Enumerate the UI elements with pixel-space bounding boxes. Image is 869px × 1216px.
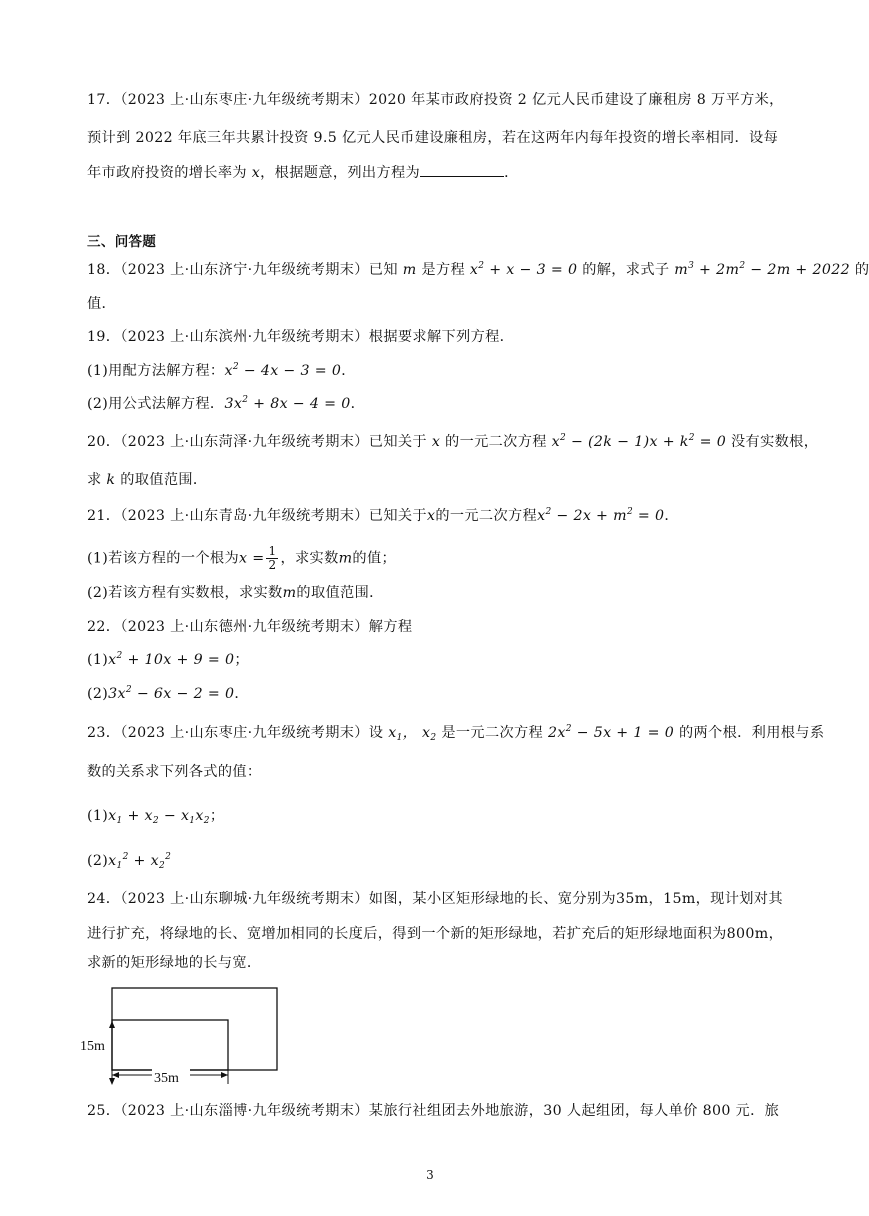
q19-part-1 (87, 361, 356, 381)
q19-equation-1: $x^2 - 4x - 3 = 0$ (224, 362, 342, 379)
q19-text: ． (341, 363, 356, 379)
fraction-denominator: 2 (268, 558, 277, 572)
q19-part-2 (87, 394, 365, 414)
q22-equation-1: $x^2 + 10x + 9 = 0$ (108, 651, 235, 668)
q20-text: 20．（2023 上·山东菏泽·九年级统考期末）已知关于 (87, 434, 432, 450)
q18-text: 18．（2023 上·山东济宁·九年级统考期末）已知 (87, 262, 403, 278)
q18-variable: m (402, 262, 417, 278)
q20-text: 的取值范围． (115, 472, 208, 488)
q21-text: (2)若该方程有实数根，求实数 (87, 585, 283, 601)
q23-text: 的两个根．利用根与系 (674, 725, 825, 741)
q18-text: 是方程 (416, 262, 470, 278)
q24-text: ，现计划对其 (695, 891, 783, 907)
q23-expression-1: $x_1 + x_2 - x_1x_2$ (108, 808, 210, 826)
q23-text: (2) (87, 853, 109, 869)
q24-length: 35m (615, 891, 649, 907)
q21-variable: m (338, 550, 353, 567)
q21-text: 的取值范围． (296, 585, 384, 601)
q20-variable: k (106, 472, 116, 488)
q18-equation: $x^2 + x - 3 = 0$ (469, 261, 578, 278)
original-rectangle (112, 1020, 228, 1070)
length-label: 35m (154, 1071, 179, 1086)
q22-text: (2) (87, 686, 109, 702)
q21-variable: m (282, 585, 297, 601)
q20-line-2 (87, 470, 207, 490)
q21-text: ，求实数 (280, 550, 339, 567)
q25-line-1: 25．（2023 上·山东淄博·九年级统考期末）某旅行社组团去外地旅游，30 人起组团，每人单价 800 元．旅 (87, 1103, 780, 1119)
q18-expression: $m^3 + 2m^2 - 2m + 2022$ (674, 261, 850, 278)
q20-equation: $x^2 - (2k - 1)x + k^2 = 0$ (551, 433, 727, 450)
q21-part-2 (87, 583, 384, 603)
q23-text: (1) (87, 808, 109, 824)
q20-variable: x (431, 434, 441, 450)
q21-text: (1)若该方程的一个根为 (87, 550, 239, 567)
q23-line-1 (87, 723, 824, 743)
q17-text: ． (504, 165, 519, 181)
q21-text: ． (664, 508, 679, 524)
q24-text: 24．（2023 上·山东聊城·九年级统考期末）如图，某小区矩形绿地的长、宽分别为 (87, 891, 616, 907)
enlarged-rectangle (112, 988, 277, 1070)
q19-text: (1)用配方法解方程： (87, 363, 225, 379)
q22-part-1 (87, 650, 249, 670)
q17-text: ，根据题意，列出方程为 (260, 165, 421, 181)
q21-equation: $x^2 - 2x + m^2 = 0$ (537, 507, 665, 524)
q23-part-1 (87, 806, 224, 826)
q17-variable: x (251, 165, 261, 181)
q23-text: ； (209, 808, 225, 824)
q24-area: 800m (726, 926, 769, 942)
q24-width: 15m (663, 891, 696, 907)
q19-text: (2)用公式法解方程． (87, 396, 225, 412)
q18-line-2: 值． (87, 296, 117, 312)
q20-text: 没有实数根， (726, 434, 819, 450)
q21-root: x = (239, 550, 265, 567)
arrow-left-icon (112, 1072, 119, 1078)
q21-line-1 (87, 506, 679, 526)
q22-equation-2: $3x^2 - 6x - 2 = 0$ (108, 685, 235, 702)
q17-line-3 (87, 162, 519, 183)
q18-text: 的解，求式子 (577, 262, 675, 278)
q24-text: ， (768, 926, 784, 942)
q21-text: 的一元二次方程 (435, 508, 538, 524)
q22-line-1: 22．（2023 上·山东德州·九年级统考期末）解方程 (87, 619, 413, 635)
q23-text: 是一元二次方程 (436, 725, 548, 741)
q21-text: 21．（2023 上·山东青岛·九年级统考期末）已知关于 (87, 508, 427, 524)
width-label: 15m (80, 1039, 105, 1054)
q21-text: 的值； (352, 550, 397, 567)
q24-text: ， (648, 891, 664, 907)
q22-text: ； (234, 652, 249, 668)
answer-blank (420, 162, 504, 177)
q23-text: 23．（2023 上·山东枣庄·九年级统考期末）设 (87, 725, 389, 741)
q20-text: 的一元二次方程 (440, 434, 552, 450)
q22-text: (1) (87, 652, 109, 668)
section-heading: 三、问答题 (87, 234, 157, 250)
q24-line-2 (87, 924, 783, 944)
q19-equation-2: $3x^2 + 8x - 4 = 0$ (224, 395, 351, 412)
q20-text: 求 (87, 472, 107, 488)
fraction-numerator: 1 (268, 544, 277, 558)
fraction-one-half (266, 545, 278, 572)
q24-line-1 (87, 889, 783, 909)
q23-roots: $x_1$， $x_2$ (388, 725, 437, 743)
arrow-down-icon (109, 1078, 115, 1085)
q18-line-1 (87, 260, 869, 280)
q17-text: 年市政府投资的增长率为 (87, 165, 252, 181)
rectangle-figure (74, 984, 294, 1088)
q24-text: 进行扩充，将绿地的长、宽增加相同的长度后，得到一个新的矩形绿地，若扩充后的矩形绿地面积为 (87, 926, 727, 942)
q24-line-3: 求新的矩形绿地的长与宽． (87, 955, 262, 971)
q23-expression-2: $x_1^2 + x_2^2$ (108, 852, 172, 871)
q23-line-2: 数的关系求下列各式的值： (87, 764, 262, 780)
arrow-right-icon (221, 1072, 228, 1078)
q17-line-2: 预计到 2022 年底三年共累计投资 9.5 亿元人民币建设廉租房，若在这两年内每年投资的增长率相同．设每 (87, 130, 779, 146)
arrow-up-icon (109, 1021, 115, 1028)
q17-line-1: 17．（2023 上·山东枣庄·九年级统考期末）2020 年某市政府投资 2 亿元人民币建设了廉租房 8 万平方米， (87, 92, 784, 108)
q22-text: ． (234, 686, 249, 702)
q23-part-2 (87, 851, 171, 871)
q19-line-1: 19．（2023 上·山东滨州·九年级统考期末）根据要求解下列方程． (87, 329, 515, 345)
q21-part-1 (87, 545, 396, 572)
q21-variable: x (426, 508, 436, 524)
q23-equation: $2x^2 - 5x + 1 = 0$ (547, 724, 675, 741)
q20-line-1 (87, 432, 818, 452)
page-number: 3 (426, 1168, 434, 1182)
q22-part-2 (87, 684, 249, 704)
q19-text: ． (350, 396, 366, 412)
q18-text: 的 (850, 262, 869, 278)
